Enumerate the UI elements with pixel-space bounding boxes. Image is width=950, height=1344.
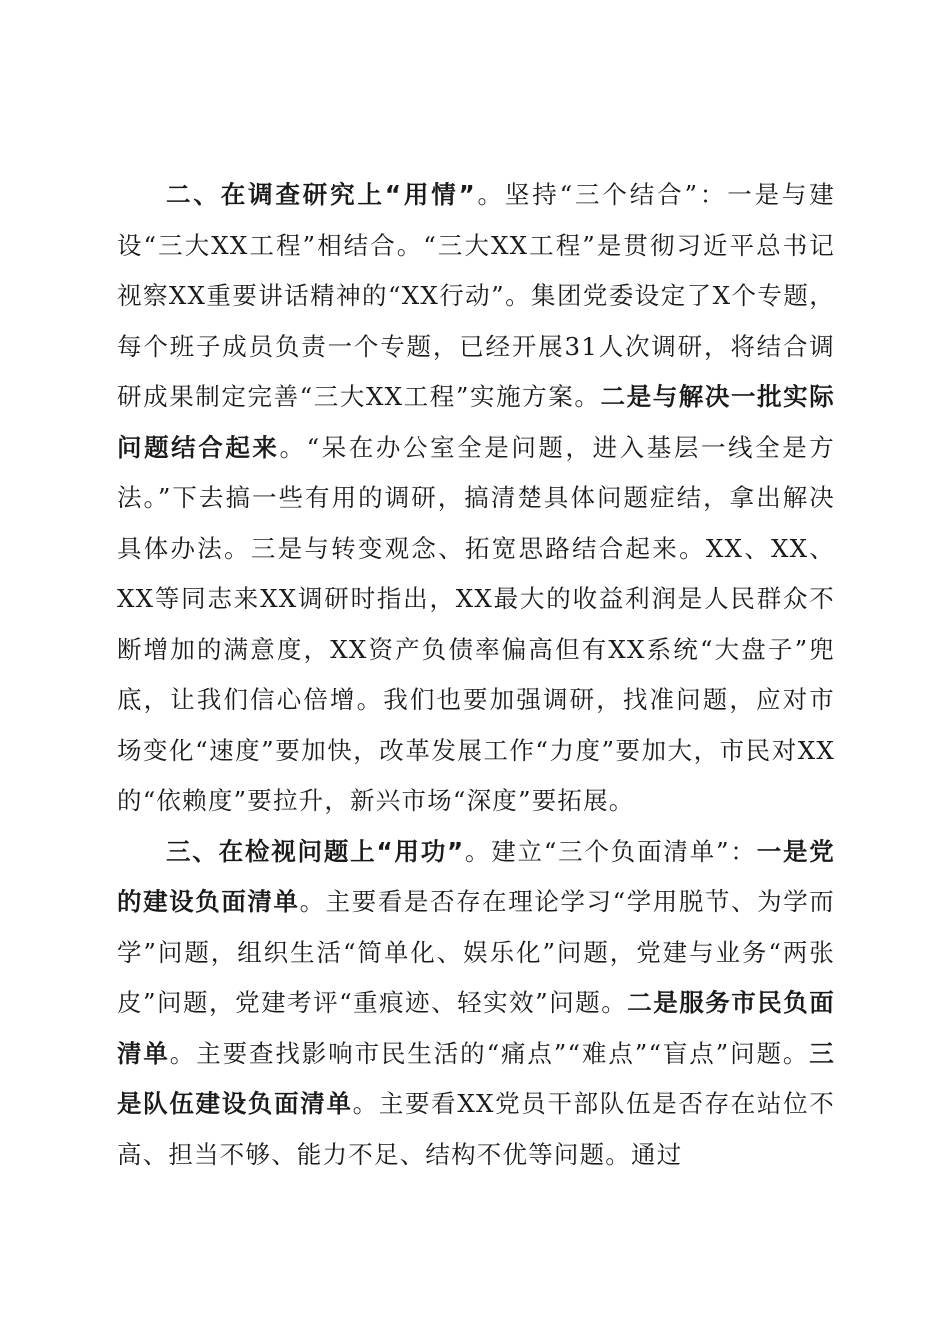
emphasis-point-three: 三是队伍建设负面清单 [117,1038,835,1118]
emphasis-point-two: 二是与解决一批实际问题结合起来 [117,382,835,462]
paragraph-text: 一是与建设“三大XX工程”相结合 [117,180,835,260]
paragraph-text: 。主要看XX党员干部队伍是否存在站位不高、担当不够、能力不足、结构不优等问题。通过 [117,1089,835,1169]
emphasis-point-two: 二是服务市民负面清单 [117,988,835,1068]
paragraph-text: 。“三大XX工程”是贯彻习近平总书记视察XX重要讲话精神的“XX行动”。集团党委设定了X个专题，每个班子成员负责一个专题，已经开展31人次调研，将结合调研成果制定完善“三大XX工程”实施方案。 [117,230,835,411]
section-heading-two: 二、在调查研究上“用情” [166,180,476,209]
paragraph-text: 三是与转变观念、拓宽思路结合起来 [250,533,680,563]
paragraph-text: 。主要查找影响市民生活的“痛点”“难点”“盲点”问题。 [169,1038,810,1068]
paragraph-section-three [117,827,835,1181]
paragraph-text: 。建立“三个负面清单”： [464,836,757,866]
paragraph-text: 。主要看是否存在理论学习“学用脱节、为学而学”问题，组织生活“简单化、娱乐化”问题，党建与业务“两张皮”问题，党建考评“重痕迹、轻实效”问题。 [117,887,835,1017]
paragraph-text: 。“呆在办公室全是问题，进入基层一线全是方法。”下去搞一些有用的调研，搞清楚具体问题症结，拿出解决具体办法。 [117,432,835,563]
paragraph-text: 。XX、XX、XX等同志来XX调研时指出，XX最大的收益利润是人民群众不断增加的满意度，XX资产负债率偏高但有XX系统“大盘子”兜底，让我们信心倍增。我们也要加强调研，找准问题，应对市场变化“速度”要加快，改革发展工作“力度”要加大，市民对XX的“依赖度”要拉升，新兴市场“深度”要拓展。 [117,533,836,815]
paragraph-text: 。坚持“三个结合”： [475,180,728,209]
emphasis-point-one: 一是党的建设负面清单 [117,836,836,916]
document-body [117,170,835,1180]
section-heading-three: 三、在检视问题上“用功” [166,836,465,866]
paragraph-section-two [117,170,835,827]
